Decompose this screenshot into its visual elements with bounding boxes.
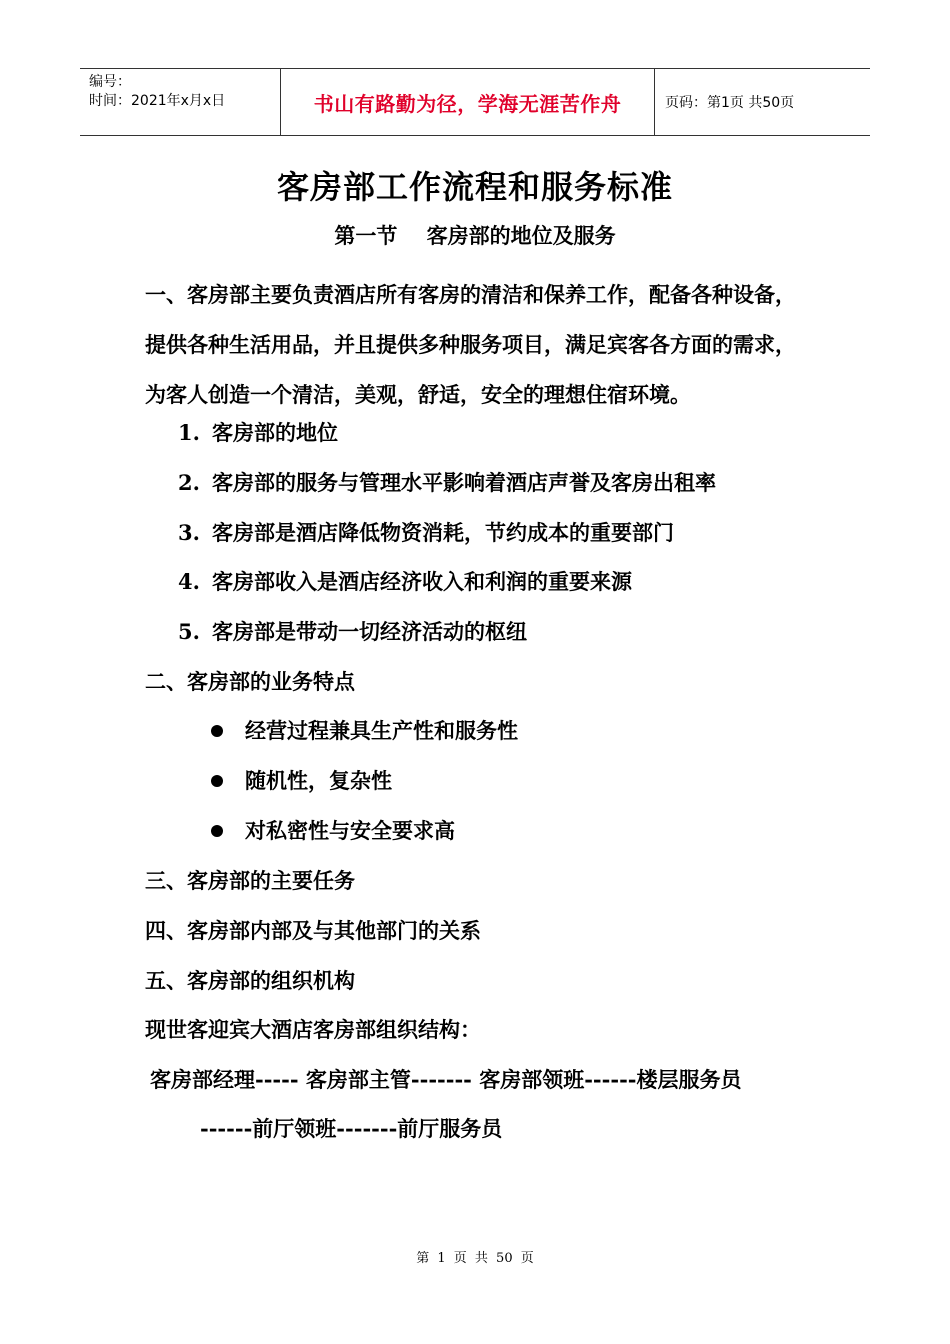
section-title: 第一节 客房部的地位及服务 (334, 223, 616, 248)
item-number: 5. (178, 619, 200, 644)
numbered-item (178, 618, 527, 646)
item-number: 4. (178, 569, 200, 594)
header-page-label: 页码：第1页 共50页 (665, 95, 795, 111)
header-number-label: 编号： (89, 74, 131, 90)
numbered-item (178, 469, 716, 497)
item-text: 客房部的服务与管理水平影响着酒店声誉及客房出租率 (212, 470, 716, 495)
header-time-label: 时间：2021年x月x日 (89, 93, 226, 109)
item-number: 1. (178, 420, 200, 445)
item-number: 3. (178, 520, 200, 545)
item-number: 2. (178, 470, 200, 495)
bullet-text: 对私密性与安全要求高 (245, 818, 455, 843)
org-chain-line-1: 客房部经理----- 客房部主管------- 客房部领班------楼层服务员 (150, 1067, 742, 1092)
numbered-item (178, 419, 338, 447)
item-text: 客房部是酒店降低物资消耗，节约成本的重要部门 (212, 520, 674, 545)
header-meta-cell (80, 69, 281, 135)
heading-relations: 四、客房部内部及与其他部门的关系 (145, 918, 481, 943)
numbered-item (178, 568, 632, 596)
item-text: 客房部是带动一切经济活动的枢纽 (212, 619, 527, 644)
document-title: 客房部工作流程和服务标准 (276, 168, 673, 206)
bullet-dot-icon (211, 775, 223, 787)
heading-business-features: 二、客房部的业务特点 (145, 669, 355, 694)
item-text: 客房部收入是酒店经济收入和利润的重要来源 (212, 569, 632, 594)
numbered-item (178, 519, 674, 547)
page-footer: 第 1 页 共 50 页 (416, 1251, 534, 1266)
intro-paragraph: 一、客房部主要负责酒店所有客房的清洁和保养工作，配备各种设备，提供各种生活用品，并且提供多种服务项目，满足宾客各方面的需求，为客人创造一个清洁，美观，舒适，安全的理想住宿环境。 (145, 282, 796, 407)
bullet-dot-icon (211, 825, 223, 837)
org-chain-line-2: ------前厅领班-------前厅服务员 (200, 1116, 503, 1141)
bullet-text: 随机性，复杂性 (245, 768, 392, 793)
bullet-text: 经营过程兼具生产性和服务性 (245, 718, 518, 743)
bullet-item (211, 717, 518, 745)
bullet-dot-icon (211, 725, 223, 737)
org-intro: 现世客迎宾大酒店客房部组织结构： (145, 1017, 481, 1042)
header-motto: 书山有路勤为径，学海无涯苦作舟 (281, 69, 655, 135)
heading-organization: 五、客房部的组织机构 (145, 968, 355, 993)
header-table (80, 68, 870, 136)
heading-main-tasks: 三、客房部的主要任务 (145, 868, 355, 893)
bullet-item (211, 817, 455, 845)
bullet-item (211, 767, 392, 795)
item-text: 客房部的地位 (212, 420, 338, 445)
